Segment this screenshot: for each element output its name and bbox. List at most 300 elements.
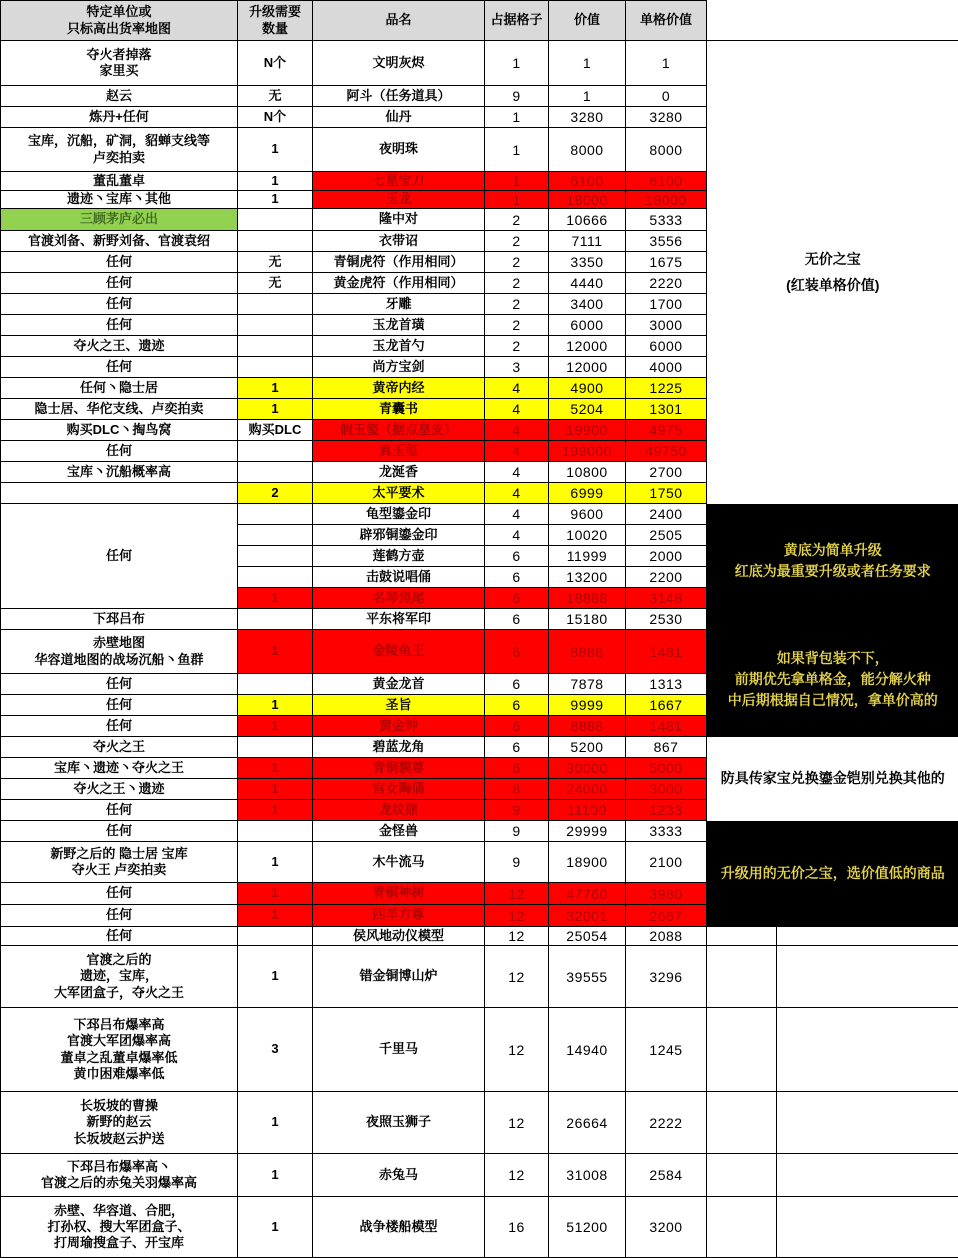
cell-slots[interactable]: 9 (485, 800, 549, 821)
cell-unit-value[interactable]: 3556 (626, 231, 707, 252)
cell-source[interactable]: 三顾茅庐必出 (1, 209, 238, 231)
cell-qty[interactable]: 1 (238, 695, 313, 716)
cell-slots[interactable]: 1 (485, 41, 549, 86)
cell-unit-value[interactable]: 1225 (626, 378, 707, 399)
cell-value[interactable]: 199000 (549, 441, 626, 462)
cell-qty[interactable]: 1 (238, 716, 313, 737)
note-upgrade-priceless (707, 821, 958, 927)
cell-unit-value[interactable]: 2400 (626, 504, 707, 525)
cell-slots[interactable]: 12 (485, 1092, 549, 1154)
cell-source[interactable]: 任何 (1, 695, 238, 716)
cell-value[interactable]: 8000 (549, 128, 626, 172)
cell-value[interactable]: 18888 (549, 588, 626, 609)
cell-item-name[interactable]: 莲鹤方壶 (313, 546, 485, 567)
cell-slots[interactable]: 16 (485, 1197, 549, 1258)
cell-slots[interactable]: 2 (485, 273, 549, 294)
table-body (1, 1, 958, 1258)
col-header-source[interactable]: 特定单位或 只标高出货率地图 (1, 1, 238, 41)
col-header-value[interactable]: 价值 (549, 1, 626, 41)
cell-item-name[interactable]: 黄金钟 (313, 716, 485, 737)
cell-item-name[interactable]: 玉龙 (313, 191, 485, 209)
note-legend-colors: 黄底为简单升级 红底为最重要升级或者任务要求 (708, 540, 958, 582)
cell-source[interactable]: 炼丹+任何 (1, 107, 238, 128)
table-row (1, 1092, 958, 1154)
empty-cell-h[interactable] (777, 1008, 958, 1092)
cell-source[interactable]: 任何 (1, 821, 238, 842)
cell-source[interactable]: 任何 (1, 315, 238, 336)
cell-source[interactable]: 任何 (1, 674, 238, 695)
cell-value[interactable]: 15180 (549, 609, 626, 630)
cell-qty[interactable]: 1 (238, 883, 313, 905)
cell-source[interactable]: 夺火之王、遗迹 (1, 336, 238, 357)
cell-value[interactable]: 51200 (549, 1197, 626, 1258)
table-row (1, 946, 958, 1008)
cell-value[interactable]: 19900 (549, 420, 626, 441)
cell-item-name[interactable]: 牙雕 (313, 294, 485, 315)
cell-qty[interactable] (238, 294, 313, 315)
cell-value[interactable]: 1 (549, 86, 626, 107)
note-upgrade-legend (707, 504, 958, 737)
cell-slots[interactable]: 6 (485, 588, 549, 609)
cell-qty[interactable]: N个 (238, 41, 313, 86)
cell-qty[interactable]: 1 (238, 779, 313, 800)
cell-slots[interactable]: 6 (485, 716, 549, 737)
cell-slots[interactable]: 2 (485, 231, 549, 252)
cell-qty[interactable] (238, 674, 313, 695)
cell-source[interactable]: 下邳吕布爆率高丶 官渡之后的赤兔关羽爆率高 (1, 1154, 238, 1197)
empty-cell-g[interactable] (707, 1197, 777, 1258)
cell-unit-value[interactable]: 3200 (626, 1197, 707, 1258)
cell-unit-value[interactable]: 3148 (626, 588, 707, 609)
cell-item-name[interactable]: 青囊书 (313, 399, 485, 420)
cell-item-name[interactable]: 隆中对 (313, 209, 485, 231)
cell-source[interactable]: 长坂坡的曹操 新野的赵云 长坂坡赵云护送 (1, 1092, 238, 1154)
cell-qty[interactable]: 无 (238, 252, 313, 273)
cell-unit-value[interactable]: 2000 (626, 546, 707, 567)
cell-slots[interactable]: 4 (485, 399, 549, 420)
table-row (1, 41, 958, 86)
cell-source[interactable]: 下邳吕布爆率高 官渡大军团爆率高 董卓之乱董卓爆率低 黄巾困难爆率低 (1, 1008, 238, 1092)
table-row (1, 1008, 958, 1092)
cell-slots[interactable]: 6 (485, 546, 549, 567)
cell-unit-value[interactable]: 5333 (626, 209, 707, 231)
cell-source[interactable]: 遗迹丶宝库丶其他 (1, 191, 238, 209)
cell-item-name[interactable]: 木牛流马 (313, 842, 485, 883)
cell-item-name[interactable]: 宫女陶俑 (313, 779, 485, 800)
cell-item-name[interactable]: 尚方宝剑 (313, 357, 485, 378)
cell-slots[interactable]: 4 (485, 441, 549, 462)
cell-slots[interactable]: 6 (485, 630, 549, 674)
cell-qty[interactable]: 1 (238, 1197, 313, 1258)
cell-value[interactable]: 4900 (549, 378, 626, 399)
cell-item-name[interactable]: 黄帝内经 (313, 378, 485, 399)
cell-source[interactable]: 任何 (1, 927, 238, 946)
cell-item-name[interactable]: 金陵鱼王 (313, 630, 485, 674)
cell-unit-value[interactable]: 0 (626, 86, 707, 107)
cell-slots[interactable]: 12 (485, 1008, 549, 1092)
cell-value[interactable]: 18000 (549, 191, 626, 209)
cell-qty[interactable]: 1 (238, 399, 313, 420)
cell-value[interactable]: 4440 (549, 273, 626, 294)
cell-qty[interactable]: 3 (238, 1008, 313, 1092)
cell-item-name[interactable]: 青铜虎符（作用相同） (313, 252, 485, 273)
cell-slots[interactable]: 12 (485, 1154, 549, 1197)
empty-cell-h[interactable] (777, 1197, 958, 1258)
cell-qty[interactable]: 1 (238, 905, 313, 927)
empty-cell-g[interactable] (707, 946, 777, 1008)
cell-source[interactable] (1, 483, 238, 504)
cell-slots[interactable]: 2 (485, 315, 549, 336)
cell-unit-value[interactable]: 1700 (626, 294, 707, 315)
cell-unit-value[interactable]: 1675 (626, 252, 707, 273)
cell-unit-value[interactable]: 2100 (626, 842, 707, 883)
cell-qty[interactable]: 1 (238, 758, 313, 779)
cell-item-name[interactable]: 平东将军印 (313, 609, 485, 630)
cell-item-name[interactable]: 战争楼船模型 (313, 1197, 485, 1258)
cell-value[interactable]: 18900 (549, 842, 626, 883)
cell-slots[interactable]: 2 (485, 294, 549, 315)
cell-source[interactable]: 下邳吕布 (1, 609, 238, 630)
cell-source[interactable]: 夺火之王 (1, 737, 238, 758)
cell-qty[interactable]: 1 (238, 1092, 313, 1154)
cell-source[interactable]: 官渡刘备、新野刘备、官渡袁绍 (1, 231, 238, 252)
cell-unit-value[interactable]: 2222 (626, 1092, 707, 1154)
cell-qty[interactable] (238, 525, 313, 546)
cell-qty[interactable]: 1 (238, 378, 313, 399)
empty-cell-g[interactable] (707, 927, 777, 946)
cell-item-name[interactable]: 击鼓说唱俑 (313, 567, 485, 588)
cell-value[interactable]: 6000 (549, 315, 626, 336)
cell-item-name[interactable]: 四羊方尊 (313, 905, 485, 927)
cell-source[interactable]: 任何 (1, 716, 238, 737)
note-armor-heirloom-text: 防具传家宝兑换鎏金铠别兑换其他的 (708, 768, 958, 789)
cell-source[interactable]: 新野之后的 隐士居 宝库 夺火王 卢奕拍卖 (1, 842, 238, 883)
cell-qty[interactable] (238, 441, 313, 462)
cell-slots[interactable]: 1 (485, 107, 549, 128)
cell-item-name[interactable]: 真玉玺 (313, 441, 485, 462)
cell-qty[interactable] (238, 357, 313, 378)
cell-qty[interactable] (238, 209, 313, 231)
cell-item-name[interactable]: 青铜神树 (313, 883, 485, 905)
cell-unit-value[interactable]: 8000 (626, 128, 707, 172)
cell-value[interactable]: 7878 (549, 674, 626, 695)
cell-value[interactable]: 13200 (549, 567, 626, 588)
cell-item-name[interactable]: 夜明珠 (313, 128, 485, 172)
empty-cell-h[interactable] (777, 1092, 958, 1154)
cell-source[interactable]: 董乱董卓 (1, 172, 238, 191)
cell-qty[interactable]: 1 (238, 800, 313, 821)
cell-qty[interactable]: 无 (238, 86, 313, 107)
cell-value[interactable]: 26664 (549, 1092, 626, 1154)
cell-unit-value[interactable]: 49750 (626, 441, 707, 462)
cell-unit-value[interactable]: 2700 (626, 462, 707, 483)
cell-unit-value[interactable]: 1481 (626, 716, 707, 737)
cell-unit-value[interactable]: 6100 (626, 172, 707, 191)
header-spacer (707, 1, 958, 41)
cell-item-name[interactable]: 假玉玺（据点皇皮） (313, 420, 485, 441)
cell-qty[interactable] (238, 462, 313, 483)
cell-qty[interactable]: 1 (238, 946, 313, 1008)
table-row (1, 1197, 958, 1258)
cell-slots[interactable]: 2 (485, 209, 549, 231)
empty-cell-h[interactable] (777, 927, 958, 946)
cell-unit-value[interactable]: 1301 (626, 399, 707, 420)
cell-slots[interactable]: 12 (485, 905, 549, 927)
cell-unit-value[interactable]: 4975 (626, 420, 707, 441)
cell-qty[interactable]: 1 (238, 128, 313, 172)
note-armor-heirloom (707, 737, 958, 821)
note-upgrade-priceless-text: 升级用的无价之宝，选价值低的商品 (708, 863, 958, 884)
cell-slots[interactable]: 3 (485, 357, 549, 378)
cell-slots[interactable]: 12 (485, 883, 549, 905)
table-row (1, 504, 958, 525)
cell-qty[interactable] (238, 567, 313, 588)
cell-qty[interactable]: 2 (238, 483, 313, 504)
cell-value[interactable]: 30000 (549, 758, 626, 779)
cell-item-name[interactable]: 太平要术 (313, 483, 485, 504)
cell-item-name[interactable]: 赤兔马 (313, 1154, 485, 1197)
note-priceless-text: 无价之宝 (红装单格价值) (708, 246, 958, 299)
cell-source[interactable]: 赵云 (1, 86, 238, 107)
cell-qty[interactable]: 1 (238, 1154, 313, 1197)
cell-item-name[interactable]: 黄金虎符（作用相同） (313, 273, 485, 294)
cell-value[interactable]: 9999 (549, 695, 626, 716)
empty-cell-g[interactable] (707, 1008, 777, 1092)
cell-value[interactable]: 24000 (549, 779, 626, 800)
cell-source[interactable]: 赤壁、华容道、合肥， 打孙权、搜大军团盒子、 打周瑜搜盒子、开宝库 (1, 1197, 238, 1258)
cell-unit-value[interactable]: 2220 (626, 273, 707, 294)
cell-slots[interactable]: 6 (485, 695, 549, 716)
cell-item-name[interactable]: 千里马 (313, 1008, 485, 1092)
cell-slots[interactable]: 8 (485, 779, 549, 800)
cell-qty[interactable]: N个 (238, 107, 313, 128)
cell-item-name[interactable]: 夜照玉狮子 (313, 1092, 485, 1154)
cell-slots[interactable]: 4 (485, 504, 549, 525)
cell-source[interactable]: 任何 (1, 273, 238, 294)
cell-unit-value[interactable]: 6000 (626, 336, 707, 357)
cell-value[interactable]: 12000 (549, 336, 626, 357)
cell-slots[interactable]: 9 (485, 821, 549, 842)
cell-unit-value[interactable]: 2505 (626, 525, 707, 546)
cell-unit-value[interactable]: 1 (626, 41, 707, 86)
table-row (1, 1154, 958, 1197)
cell-unit-value[interactable]: 3000 (626, 779, 707, 800)
cell-item-name[interactable]: 黄金龙首 (313, 674, 485, 695)
cell-qty[interactable]: 1 (238, 588, 313, 609)
cell-slots[interactable]: 4 (485, 420, 549, 441)
cell-slots[interactable]: 2 (485, 252, 549, 273)
cell-qty[interactable] (238, 504, 313, 525)
cell-value[interactable]: 3280 (549, 107, 626, 128)
cell-item-name[interactable]: 阿斗（任务道具） (313, 86, 485, 107)
note-backpack-advice: 如果背包装不下， 前期优先拿单格金，能分解火种 中后期根据自己情况，拿单价高的 (708, 648, 958, 711)
cell-value[interactable]: 3400 (549, 294, 626, 315)
cell-value[interactable]: 11100 (549, 800, 626, 821)
cell-qty[interactable]: 1 (238, 630, 313, 674)
cell-qty[interactable] (238, 231, 313, 252)
cell-item-name[interactable]: 文明灰烬 (313, 41, 485, 86)
cell-qty[interactable]: 无 (238, 273, 313, 294)
cell-slots[interactable]: 9 (485, 842, 549, 883)
cell-item-name[interactable]: 龙纹鼎 (313, 800, 485, 821)
cell-value[interactable]: 6100 (549, 172, 626, 191)
cell-value[interactable]: 12000 (549, 357, 626, 378)
cell-value[interactable]: 39555 (549, 946, 626, 1008)
cell-unit-value[interactable]: 2584 (626, 1154, 707, 1197)
cell-item-name[interactable]: 仙丹 (313, 107, 485, 128)
cell-value[interactable]: 9600 (549, 504, 626, 525)
cell-slots[interactable]: 6 (485, 758, 549, 779)
cell-slots[interactable]: 1 (485, 191, 549, 209)
cell-value[interactable]: 6999 (549, 483, 626, 504)
cell-item-name[interactable]: 名琴焦尾 (313, 588, 485, 609)
cell-value[interactable]: 10020 (549, 525, 626, 546)
cell-unit-value[interactable]: 1245 (626, 1008, 707, 1092)
cell-value[interactable]: 8888 (549, 630, 626, 674)
cell-source[interactable]: 夺火者掉落 家里买 (1, 41, 238, 86)
empty-cell-h[interactable] (777, 946, 958, 1008)
cell-item-name[interactable]: 七星宝刀 (313, 172, 485, 191)
cell-slots[interactable]: 12 (485, 927, 549, 946)
cell-qty[interactable] (238, 821, 313, 842)
cell-item-name[interactable]: 侯风地动仪模型 (313, 927, 485, 946)
cell-value[interactable]: 31008 (549, 1154, 626, 1197)
cell-value[interactable]: 10800 (549, 462, 626, 483)
cell-value[interactable]: 7111 (549, 231, 626, 252)
cell-qty[interactable] (238, 315, 313, 336)
cell-value[interactable]: 14940 (549, 1008, 626, 1092)
cell-slots[interactable]: 2 (485, 336, 549, 357)
cell-slots[interactable]: 6 (485, 737, 549, 758)
cell-qty[interactable]: 购买DLC (238, 420, 313, 441)
cell-item-name[interactable]: 衣带诏 (313, 231, 485, 252)
cell-source[interactable]: 任何 (1, 883, 238, 905)
cell-source[interactable]: 宝库丶遗迹丶夺火之王 (1, 758, 238, 779)
cell-unit-value[interactable]: 3280 (626, 107, 707, 128)
empty-cell-h[interactable] (777, 1154, 958, 1197)
cell-qty[interactable]: 1 (238, 191, 313, 209)
cell-unit-value[interactable]: 5000 (626, 758, 707, 779)
cell-qty[interactable] (238, 927, 313, 946)
cell-source[interactable]: 任何 (1, 357, 238, 378)
cell-value[interactable]: 5200 (549, 737, 626, 758)
cell-unit-value[interactable]: 3296 (626, 946, 707, 1008)
cell-slots[interactable]: 1 (485, 128, 549, 172)
cell-unit-value[interactable]: 3333 (626, 821, 707, 842)
header-row (1, 1, 958, 41)
cell-slots[interactable]: 9 (485, 86, 549, 107)
cell-unit-value[interactable]: 2200 (626, 567, 707, 588)
cell-item-name[interactable]: 金怪兽 (313, 821, 485, 842)
col-header-slots[interactable]: 占据格子 (485, 1, 549, 41)
cell-value[interactable]: 47760 (549, 883, 626, 905)
cell-qty[interactable] (238, 609, 313, 630)
cell-item-name[interactable]: 辟邪铜鎏金印 (313, 525, 485, 546)
cell-item-name[interactable]: 碧蓝龙角 (313, 737, 485, 758)
cell-source[interactable]: 任何 (1, 905, 238, 927)
cell-unit-value[interactable]: 1750 (626, 483, 707, 504)
note-priceless (707, 41, 958, 504)
cell-value[interactable]: 1 (549, 41, 626, 86)
cell-source[interactable]: 任何 (1, 800, 238, 821)
cell-value[interactable]: 29999 (549, 821, 626, 842)
cell-value[interactable]: 5204 (549, 399, 626, 420)
cell-source[interactable]: 赤壁地图 华容道地图的战场沉船丶鱼群 (1, 630, 238, 674)
cell-slots[interactable]: 6 (485, 567, 549, 588)
cell-qty[interactable]: 1 (238, 172, 313, 191)
cell-qty[interactable] (238, 336, 313, 357)
cell-source[interactable]: 任何 (1, 252, 238, 273)
cell-item-name[interactable]: 圣旨 (313, 695, 485, 716)
cell-unit-value[interactable]: 2530 (626, 609, 707, 630)
col-header-unit_value[interactable]: 单格价值 (626, 1, 707, 41)
cell-value[interactable]: 10666 (549, 209, 626, 231)
table-row (1, 821, 958, 842)
cell-qty[interactable] (238, 737, 313, 758)
cell-item-name[interactable]: 青铜貘尊 (313, 758, 485, 779)
cell-slots[interactable]: 4 (485, 462, 549, 483)
cell-unit-value[interactable]: 3980 (626, 883, 707, 905)
cell-unit-value[interactable]: 4000 (626, 357, 707, 378)
cell-item-name[interactable]: 玉龙首璜 (313, 315, 485, 336)
cell-slots[interactable]: 1 (485, 172, 549, 191)
cell-source[interactable]: 宝库丶沉船概率高 (1, 462, 238, 483)
cell-qty[interactable] (238, 546, 313, 567)
cell-source[interactable]: 夺火之王丶遗迹 (1, 779, 238, 800)
cell-slots[interactable]: 6 (485, 674, 549, 695)
cell-unit-value[interactable]: 18000 (626, 191, 707, 209)
empty-cell-g[interactable] (707, 1154, 777, 1197)
cell-qty[interactable]: 1 (238, 842, 313, 883)
cell-item-name[interactable]: 错金铜博山炉 (313, 946, 485, 1008)
cell-source[interactable]: 官渡之后的 遗迹，宝库， 大军团盒子，夺火之王 (1, 946, 238, 1008)
empty-cell-g[interactable] (707, 1092, 777, 1154)
cell-source[interactable]: 任何 (1, 504, 238, 609)
cell-value[interactable]: 32001 (549, 905, 626, 927)
col-header-qty[interactable]: 升级需要 数量 (238, 1, 313, 41)
cell-unit-value[interactable]: 1667 (626, 695, 707, 716)
cell-unit-value[interactable]: 867 (626, 737, 707, 758)
cell-unit-value[interactable]: 2088 (626, 927, 707, 946)
cell-item-name[interactable]: 龟型鎏金印 (313, 504, 485, 525)
cell-value[interactable]: 25054 (549, 927, 626, 946)
cell-item-name[interactable]: 龙涎香 (313, 462, 485, 483)
cell-source[interactable]: 任何 (1, 441, 238, 462)
table-row (1, 737, 958, 758)
cell-unit-value[interactable]: 1481 (626, 630, 707, 674)
cell-slots[interactable]: 12 (485, 946, 549, 1008)
table-row (1, 927, 958, 946)
cell-value[interactable]: 11999 (549, 546, 626, 567)
cell-source[interactable]: 任何 (1, 294, 238, 315)
cell-unit-value[interactable]: 1233 (626, 800, 707, 821)
col-header-name[interactable]: 品名 (313, 1, 485, 41)
cell-slots[interactable]: 4 (485, 483, 549, 504)
cell-item-name[interactable]: 玉龙首勺 (313, 336, 485, 357)
cell-source[interactable]: 任何丶隐士居 (1, 378, 238, 399)
cell-unit-value[interactable]: 2667 (626, 905, 707, 927)
cell-value[interactable]: 8888 (549, 716, 626, 737)
cell-source[interactable]: 购买DLC丶掏鸟窝 (1, 420, 238, 441)
cell-unit-value[interactable]: 3000 (626, 315, 707, 336)
cell-value[interactable]: 3350 (549, 252, 626, 273)
cell-unit-value[interactable]: 1313 (626, 674, 707, 695)
cell-slots[interactable]: 4 (485, 525, 549, 546)
cell-source[interactable]: 隐士居、华佗支线、卢奕拍卖 (1, 399, 238, 420)
cell-source[interactable]: 宝库，沉船，矿洞，貂蝉支线等 卢奕拍卖 (1, 128, 238, 172)
cell-slots[interactable]: 4 (485, 378, 549, 399)
cell-slots[interactable]: 6 (485, 609, 549, 630)
